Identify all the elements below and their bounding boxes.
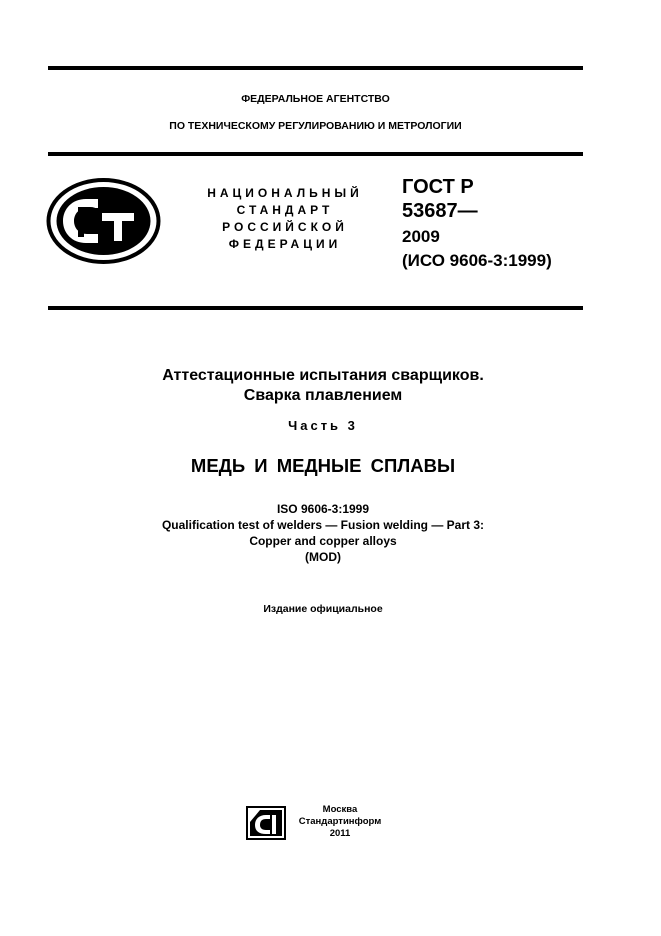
iso-number: ISO 9606-3:1999	[276, 502, 370, 516]
agency-line-1: ФЕДЕРАЛЬНОЕ АГЕНТСТВО	[241, 93, 390, 105]
title-line-2: Сварка плавлением	[243, 387, 403, 404]
gost-iso-equivalent: (ИСО 9606-3:1999)	[402, 251, 552, 270]
agency-line-2: ПО ТЕХНИЧЕСКОМУ РЕГУЛИРОВАНИЮ И МЕТРОЛОГИИ	[169, 120, 462, 132]
gost-designation	[402, 175, 552, 272]
header-bottom-rule	[48, 306, 583, 310]
iso-title-line-2: Copper and copper alloys	[249, 534, 397, 548]
gost-code-line-2: 53687—	[402, 200, 478, 222]
rst-logo-icon	[46, 177, 161, 265]
main-title: МЕДЬ И МЕДНЫЕ СПЛАВЫ	[190, 455, 456, 476]
part-label: Часть 3	[288, 418, 358, 433]
header-rule	[48, 152, 583, 156]
national-standard-line-1: НАЦИОНАЛЬНЫЙ	[207, 186, 363, 200]
publisher-logo-icon	[246, 806, 286, 840]
iso-title-line-1: Qualification test of welders — Fusion welding — Part 3:	[161, 518, 485, 532]
national-standard-line-2: СТАНДАРТ	[236, 203, 334, 217]
gost-year: 2009	[402, 227, 440, 246]
publisher-city: Москва	[322, 804, 358, 815]
edition-label: Издание официальное	[263, 603, 383, 615]
national-standard-line-3: РОССИЙСКОЙ	[222, 220, 348, 234]
publisher-name: Стандартинформ	[298, 816, 382, 827]
publisher-year: 2011	[329, 828, 351, 839]
top-rule	[48, 66, 583, 70]
national-standard-line-4: ФЕДЕРАЦИИ	[228, 237, 342, 251]
gost-code-line-1: ГОСТ Р	[402, 176, 474, 198]
title-line-1: Аттестационные испытания сварщиков.	[162, 367, 484, 384]
publisher-block	[295, 804, 385, 840]
iso-modification: (MOD)	[305, 550, 341, 564]
national-standard-label	[190, 185, 380, 253]
